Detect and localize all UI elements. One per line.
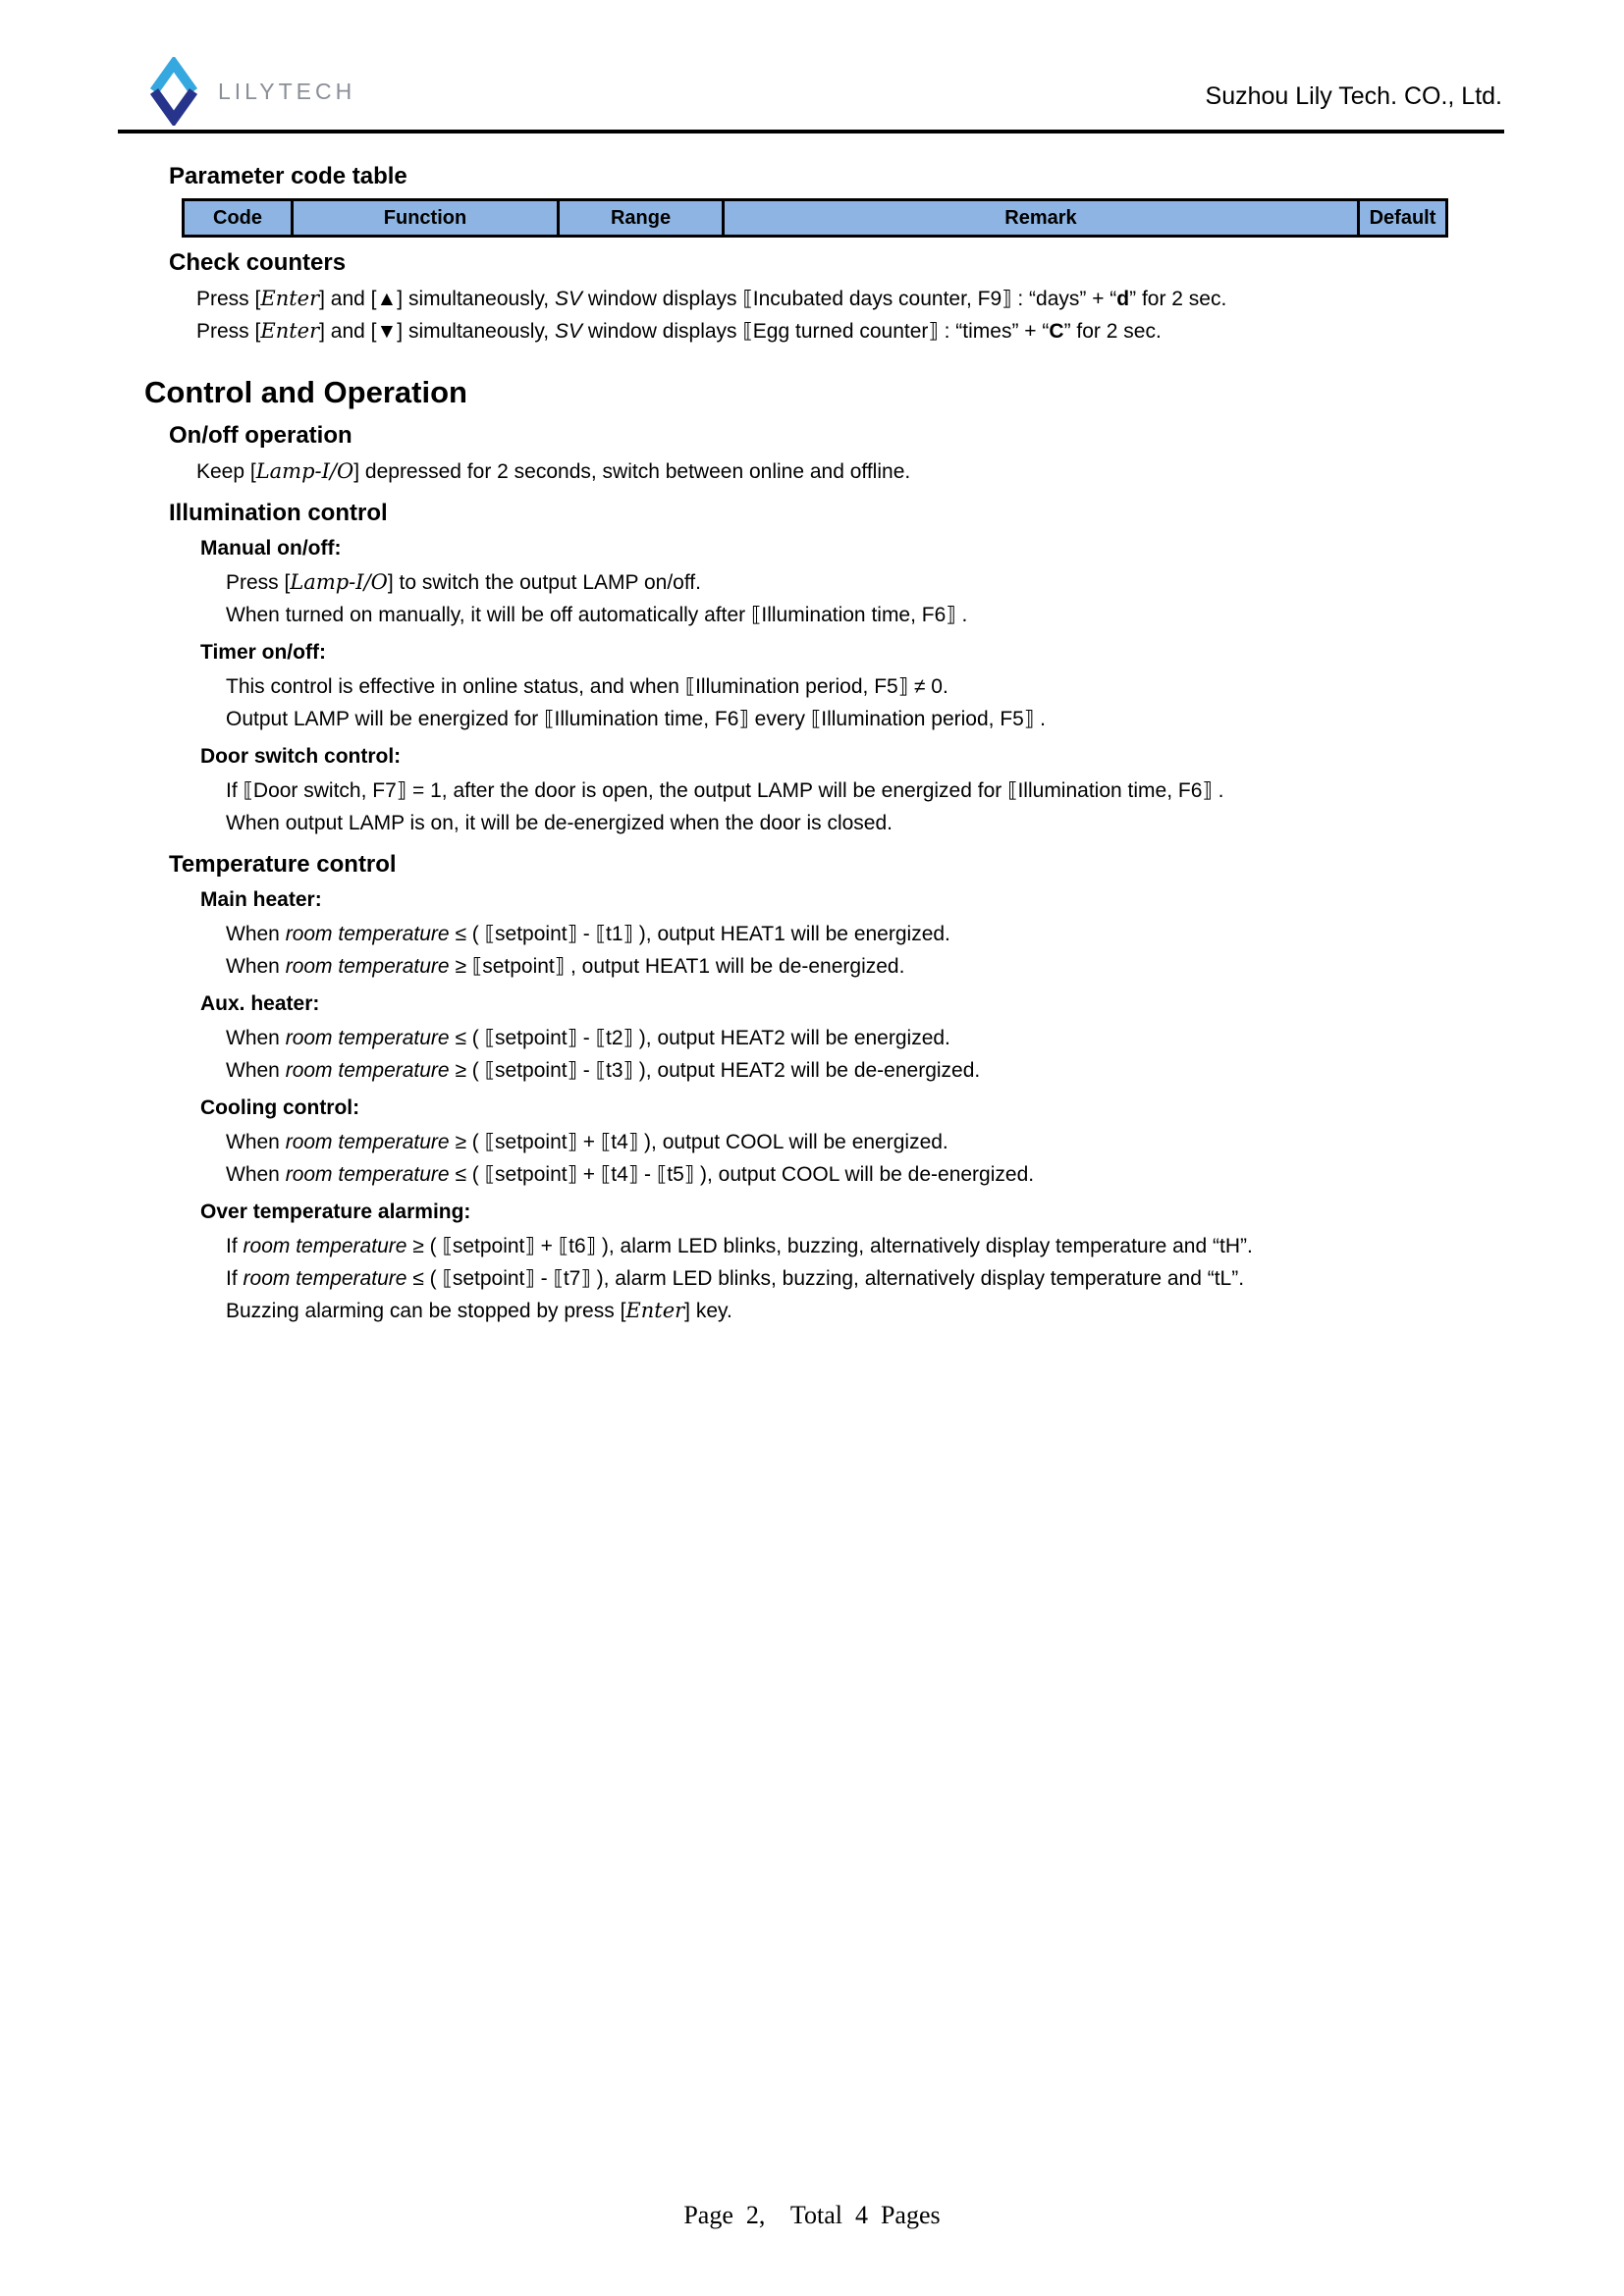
body-paragraph: When output LAMP is on, it will be de-energized when the door is closed. [226, 812, 893, 834]
body-paragraph: Press [Enter] and [▼] simultaneously, SV window displays ⟦Egg turned counter⟧ : “times” + “C” for 2 sec. [196, 319, 1162, 343]
styled-text: room temperature [243, 1267, 407, 1290]
key-label: Enter [260, 287, 320, 310]
styled-text: room temperature [285, 1027, 450, 1049]
body-paragraph: When room temperature ≥ ( ⟦setpoint⟧ + ⟦t4⟧ ), output COOL will be energized. [226, 1131, 948, 1153]
document-body [0, 147, 1624, 1327]
section-heading: Over temperature alarming: [200, 1201, 471, 1223]
company-name: Suzhou Lily Tech. CO., Ltd. [1205, 82, 1502, 110]
text-sections [0, 249, 1624, 1327]
logo-wordmark: LILYTECH [218, 78, 356, 104]
column-header-function: Function [293, 200, 559, 237]
body-paragraph: When turned on manually, it will be off automatically after ⟦Illumination time, F6⟧ . [226, 604, 968, 626]
body-paragraph: If ⟦Door switch, F7⟧ = 1, after the door is open, the output LAMP will be energized for ⟦Illumination time, F6⟧ . [226, 779, 1224, 802]
key-label: Lamp-I/O [290, 570, 388, 594]
body-paragraph: If room temperature ≥ ( ⟦setpoint⟧ + ⟦t6⟧ ), alarm LED blinks, buzzing, alternatively display temperature and “tH”. [226, 1235, 1253, 1257]
section-heading: Illumination control [169, 500, 388, 526]
body-paragraph: Output LAMP will be energized for ⟦Illumination time, F6⟧ every ⟦Illumination period, F5⟧ . [226, 708, 1046, 730]
section-heading: Cooling control: [200, 1096, 360, 1119]
key-label: Enter [260, 319, 320, 343]
lilytech-diamond-icon [147, 57, 200, 126]
key-label: Lamp-I/O [255, 459, 354, 483]
section-heading: Aux. heater: [200, 992, 320, 1015]
body-paragraph: When room temperature ≥ ⟦setpoint⟧ , output HEAT1 will be de-energized. [226, 955, 905, 978]
styled-text: SV [554, 288, 582, 310]
body-paragraph: Press [Lamp-I/O] to switch the output LAMP on/off. [226, 570, 701, 594]
styled-text: SV [554, 320, 582, 343]
styled-text: room temperature [285, 955, 450, 978]
body-paragraph: Press [Enter] and [▲] simultaneously, SV window displays ⟦Incubated days counter, F9⟧ : “days” + “d” for 2 sec. [196, 287, 1227, 310]
table-header-row [184, 200, 1447, 237]
page-footer: Page 2, Total 4 Pages [683, 2201, 941, 2229]
body-paragraph: When room temperature ≤ ( ⟦setpoint⟧ - ⟦t2⟧ ), output HEAT2 will be energized. [226, 1027, 950, 1049]
body-paragraph: When room temperature ≥ ( ⟦setpoint⟧ - ⟦t3⟧ ), output HEAT2 will be de-energized. [226, 1059, 981, 1082]
styled-text: C [1049, 320, 1064, 343]
styled-text: d [1116, 288, 1130, 310]
body-paragraph: Buzzing alarming can be stopped by press [Enter] key. [226, 1299, 732, 1322]
styled-text: room temperature [285, 1163, 450, 1186]
styled-text: room temperature [285, 923, 450, 945]
company-logo [147, 57, 355, 126]
column-header-remark: Remark [724, 200, 1359, 237]
body-paragraph: When room temperature ≤ ( ⟦setpoint⟧ + ⟦t4⟧ - ⟦t5⟧ ), output COOL will be de-energized. [226, 1163, 1035, 1186]
styled-text: room temperature [243, 1235, 407, 1257]
section-heading: Control and Operation [144, 375, 467, 409]
column-header-default: Default [1359, 200, 1447, 237]
parameter-code-table [182, 198, 1448, 238]
styled-text: room temperature [285, 1131, 450, 1153]
styled-text: room temperature [285, 1059, 450, 1082]
body-paragraph: This control is effective in online status, and when ⟦Illumination period, F5⟧ ≠ 0. [226, 675, 948, 698]
section-heading: Check counters [169, 249, 347, 276]
column-header-code: Code [184, 200, 293, 237]
body-paragraph: If room temperature ≤ ( ⟦setpoint⟧ - ⟦t7⟧ ), alarm LED blinks, buzzing, alternatively display temperature and “tL”. [226, 1267, 1245, 1290]
parameter-table-title: Parameter code table [169, 163, 407, 189]
section-heading: Timer on/off: [200, 641, 326, 664]
header-divider [118, 130, 1504, 133]
key-label: Enter [625, 1299, 685, 1322]
section-heading: On/off operation [169, 422, 352, 449]
body-paragraph: When room temperature ≤ ( ⟦setpoint⟧ - ⟦t1⟧ ), output HEAT1 will be energized. [226, 923, 950, 945]
column-header-range: Range [559, 200, 724, 237]
section-heading: Temperature control [169, 851, 397, 878]
body-paragraph: Keep [Lamp-I/O] depressed for 2 seconds, switch between online and offline. [196, 459, 911, 483]
section-heading: Main heater: [200, 888, 322, 911]
section-heading: Manual on/off: [200, 537, 342, 560]
section-heading: Door switch control: [200, 745, 402, 768]
